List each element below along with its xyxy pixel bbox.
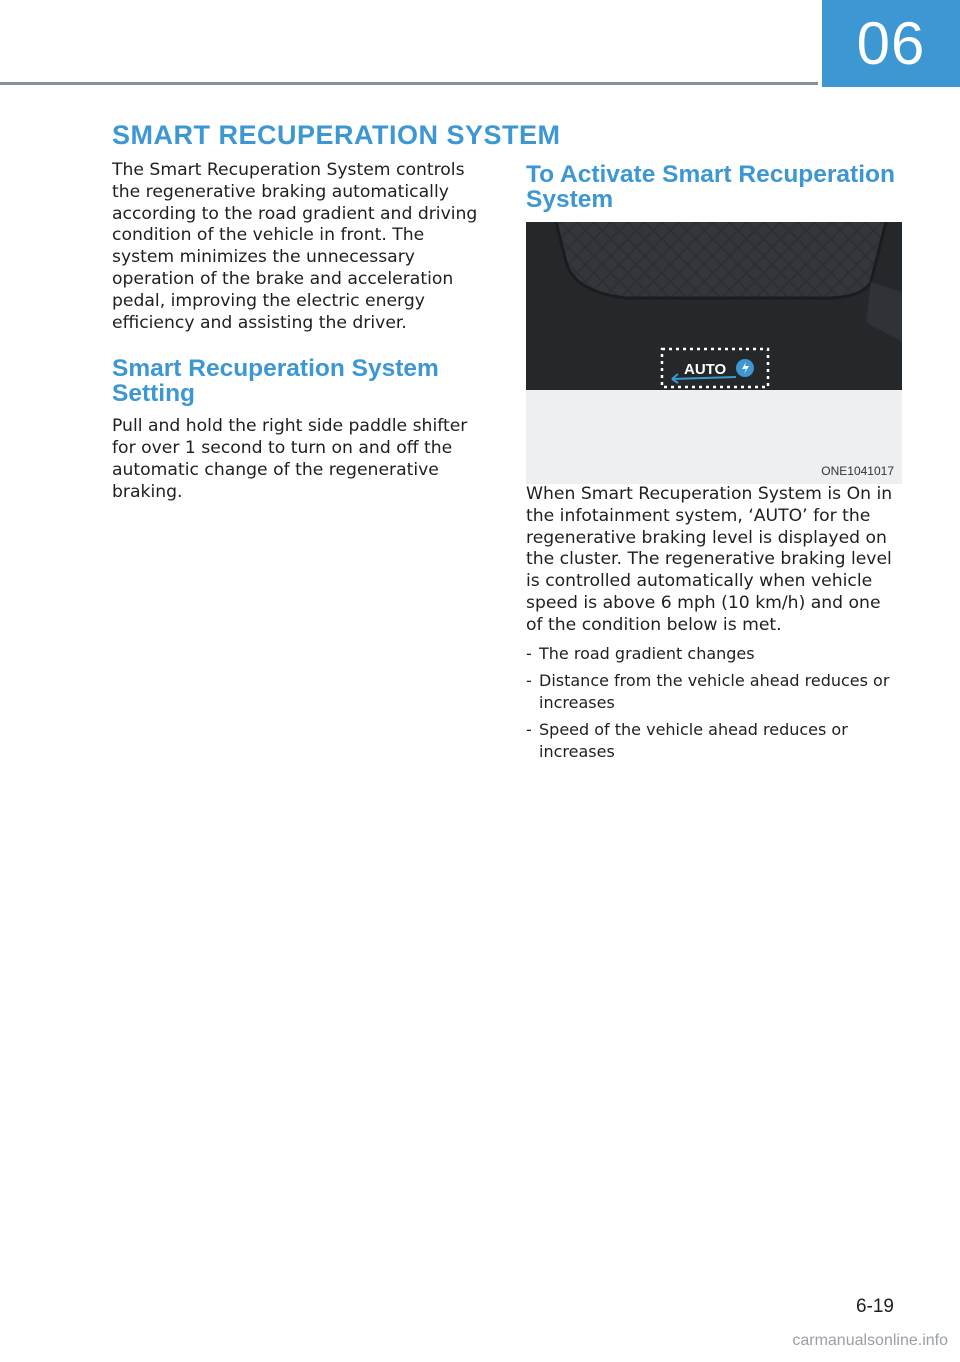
setting-heading: Smart Recuperation System Setting [112,355,439,408]
page-number: 6-19 [855,1296,894,1317]
setting-paragraph: Pull and hold the right side paddle shifter for over 1 second to turn on and off the automatic change of the regenerative braking. [112,416,468,502]
activate-heading: To Activate Smart Recuperation System [526,161,895,213]
activate-paragraph: When Smart Recuperation System is On in the infotainment system, ‘AUTO’ for the regenerative braking level is displayed on the cluster. The regenerative braking level is controlled automatically when vehicle speed is above 6 mph (10 km/h) and one of the condition below is met. [526,484,893,635]
section-title: SMART RECUPERATION SYSTEM [112,120,561,150]
cluster-illustration [526,222,902,484]
condition-item: - The road gradient changes [526,643,902,665]
figure-code: ONE1041017 [821,464,894,478]
cluster-hood [556,222,886,298]
condition-item: - Distance from the vehicle ahead reduces or increases [526,670,902,713]
cluster-figure [526,222,902,484]
watermark: carmanualsonline.info [792,1332,948,1349]
right-column [526,160,902,768]
condition-item: - Speed of the vehicle ahead reduces or increases [526,719,902,762]
left-column [112,160,490,504]
condition-list [526,643,902,763]
header-rule [0,82,818,85]
auto-label: AUTO [684,361,727,378]
chapter-tab: 06 [822,0,960,87]
intro-paragraph: The Smart Recuperation System controls the regenerative braking automatically according to the road gradient and driving condition of the vehicle in front. The system minimizes the unnecessary operation of the brake and acceleration pedal, improving the electric energy efficiency and assisting the driver. [112,160,478,333]
